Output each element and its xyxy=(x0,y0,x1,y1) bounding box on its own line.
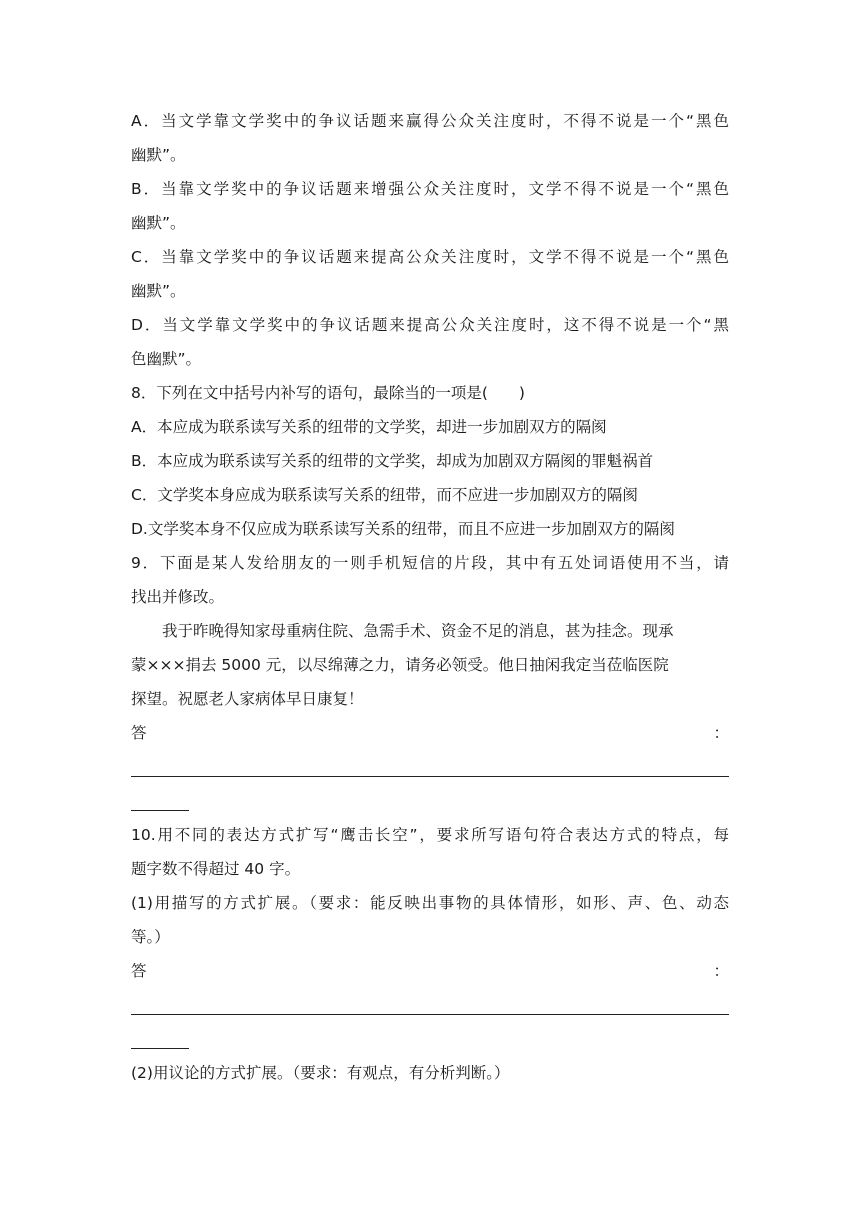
q7-option-b-line1: B．当靠文学奖中的争议话题来增强公众关注度时，文学不得不说是一个“黑色 xyxy=(131,180,729,198)
q9-answer-colon: ： xyxy=(713,724,729,742)
q10-answer-colon: ： xyxy=(713,962,729,980)
q8-option-b: B．本应成为联系读写关系的纽带的文学奖，却成为加剧双方隔阂的罪魁祸首 xyxy=(131,452,654,470)
q9-answer-line-end[interactable] xyxy=(131,784,729,818)
q10-answer-row xyxy=(131,954,729,988)
q7-option-d-line2: 色幽默”。 xyxy=(131,350,202,368)
q7-option-b-line2: 幽默”。 xyxy=(131,214,186,232)
q10-part1-line2: 等。） xyxy=(131,928,170,946)
q7-option-d-line1: D．当文学靠文学奖中的争议话题来提高公众关注度时，这不得不说是一个“黑 xyxy=(131,316,729,334)
q7-option-c-line2: 幽默”。 xyxy=(131,282,186,300)
q7-option-a-line1: A．当文学靠文学奖中的争议话题来赢得公众关注度时，不得不说是一个“黑色 xyxy=(131,112,729,130)
q7-option-a-line2: 幽默”。 xyxy=(131,146,186,164)
document-page xyxy=(131,104,729,1090)
q8-option-a: A．本应成为联系读写关系的纽带的文学奖，却进一步加剧双方的隔阂 xyxy=(131,418,607,436)
q10-stem-line1: 10.用不同的表达方式扩写“鹰击长空”，要求所写语句符合表达方式的特点，每 xyxy=(131,826,729,844)
q7-option-c-line1: C．当靠文学奖中的争议话题来提高公众关注度时，文学不得不说是一个“黑色 xyxy=(131,248,729,266)
q10-part2: (2)用议论的方式扩展。（要求：有观点，有分析判断。） xyxy=(131,1064,510,1082)
q9-answer-row xyxy=(131,716,729,750)
q9-passage-line2: 蒙×××捐去 5000 元，以尽绵薄之力，请务必领受。他日抽闲我定当莅临医院 xyxy=(131,656,669,674)
q8-option-d: D.文学奖本身不仅应成为联系读写关系的纽带，而且不应进一步加剧双方的隔阂 xyxy=(131,520,675,538)
q8-stem: 8．下列在文中括号内补写的语句，最除当的一项是( ) xyxy=(131,384,525,402)
q9-stem-line1: 9．下面是某人发给朋友的一则手机短信的片段，其中有五处词语使用不当，请 xyxy=(131,554,729,572)
q8-option-c: C．文学奖本身应成为联系读写关系的纽带，而不应进一步加剧双方的隔阂 xyxy=(131,486,638,504)
q9-answer-line[interactable] xyxy=(131,750,729,784)
q10-answer-label: 答 xyxy=(131,962,147,980)
q10-answer-line[interactable] xyxy=(131,988,729,1022)
q9-passage-line1: 我于昨晚得知家母重病住院、急需手术、资金不足的消息，甚为挂念。现承 xyxy=(162,622,674,640)
q9-stem-line2: 找出并修改。 xyxy=(131,588,225,606)
q10-answer-line-end[interactable] xyxy=(131,1022,729,1056)
q10-stem-line2: 题字数不得超过 40 字。 xyxy=(131,860,301,878)
q9-passage-line3: 探望。祝愿老人家病体早日康复！ xyxy=(131,690,364,708)
q10-part1-line1: (1)用描写的方式扩展。（要求：能反映出事物的具体情形，如形、声、色、动态 xyxy=(131,894,729,912)
q9-answer-label: 答 xyxy=(131,724,147,742)
